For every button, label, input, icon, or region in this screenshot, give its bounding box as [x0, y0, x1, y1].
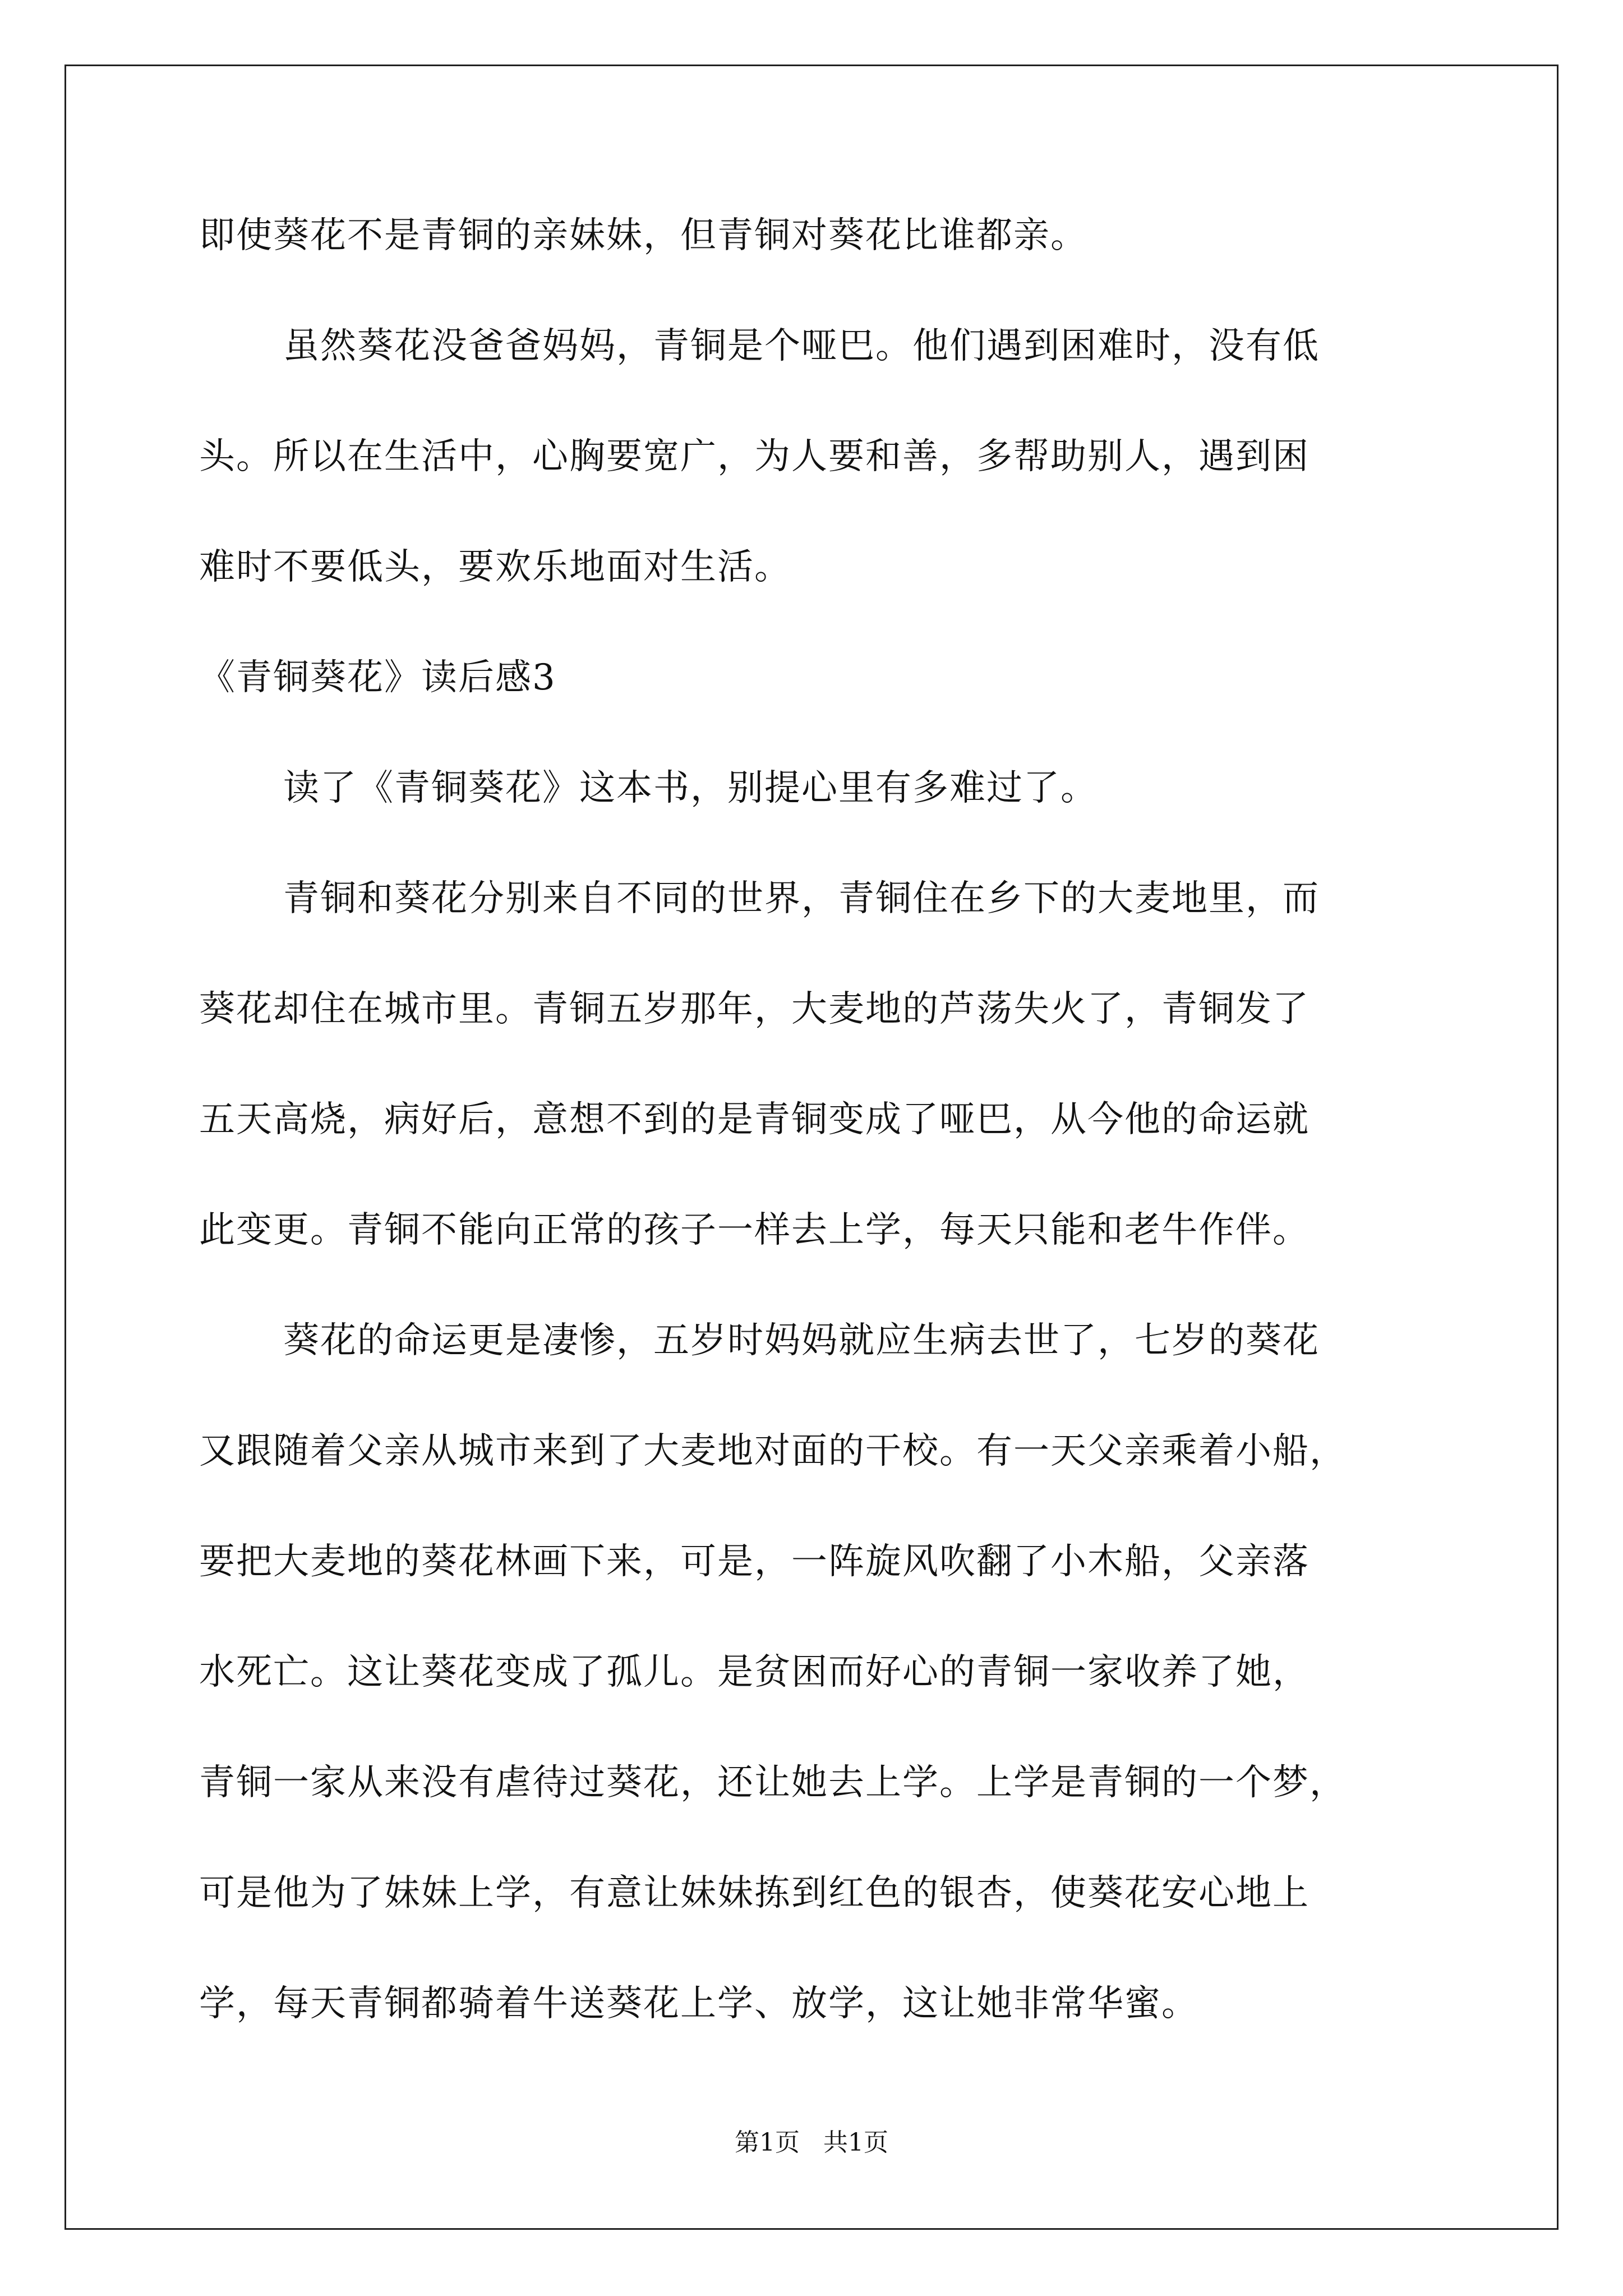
paragraph-line: 虽然葵花没爸爸妈妈，青铜是个哑巴。他们遇到困难时，没有低 [283, 325, 1320, 367]
paragraph-line: 青铜和葵花分别来自不同的世界，青铜住在乡下的大麦地里，而 [283, 878, 1320, 919]
paragraph-line: 即使葵花不是青铜的亲妹妹，但青铜对葵花比谁都亲。 [199, 215, 1087, 256]
paragraph-line: 学，每天青铜都骑着牛送葵花上学、放学，这让她非常华蜜。 [199, 1983, 1198, 2024]
paragraph-line: 青铜一家从来没有虐待过葵花，还让她去上学。上学是青铜的一个梦， [199, 1762, 1347, 1803]
paragraph-line: 此变更。青铜不能向正常的孩子一样去上学，每天只能和老牛作伴。 [199, 1209, 1310, 1251]
paragraph-line: 水死亡。这让葵花变成了孤儿。是贫困而好心的青铜一家收养了她， [199, 1651, 1310, 1693]
paragraph-line: 葵花却住在城市里。青铜五岁那年，大麦地的芦荡失火了，青铜发了 [199, 988, 1310, 1030]
paragraph-line: 读了《青铜葵花》这本书，别提心里有多难过了。 [283, 767, 1098, 809]
paragraph-line: 要把大麦地的葵花林画下来，可是，一阵旋风吹翻了小木船，父亲落 [199, 1541, 1310, 1582]
paragraph-line: 又跟随着父亲从城市来到了大麦地对面的干校。有一天父亲乘着小船， [199, 1430, 1347, 1472]
paragraph-line: 头。所以在生活中，心胸要宽广，为人要和善，多帮助别人，遇到困 [199, 436, 1310, 477]
paragraph-line: 可是他为了妹妹上学，有意让妹妹拣到红色的银杏，使葵花安心地上 [199, 1872, 1310, 1914]
section-heading: 《青铜葵花》读后感3 [199, 657, 556, 698]
document-body [199, 208, 1433, 2032]
page-number-footer: 第1页 共1页 [735, 2128, 888, 2157]
paragraph-line: 五天高烧，病好后，意想不到的是青铜变成了哑巴，从今他的命运就 [199, 1099, 1310, 1140]
paragraph-line: 难时不要低头，要欢乐地面对生活。 [199, 546, 791, 588]
paragraph-line: 葵花的命运更是凄惨，五岁时妈妈就应生病去世了，七岁的葵花 [283, 1320, 1320, 1361]
